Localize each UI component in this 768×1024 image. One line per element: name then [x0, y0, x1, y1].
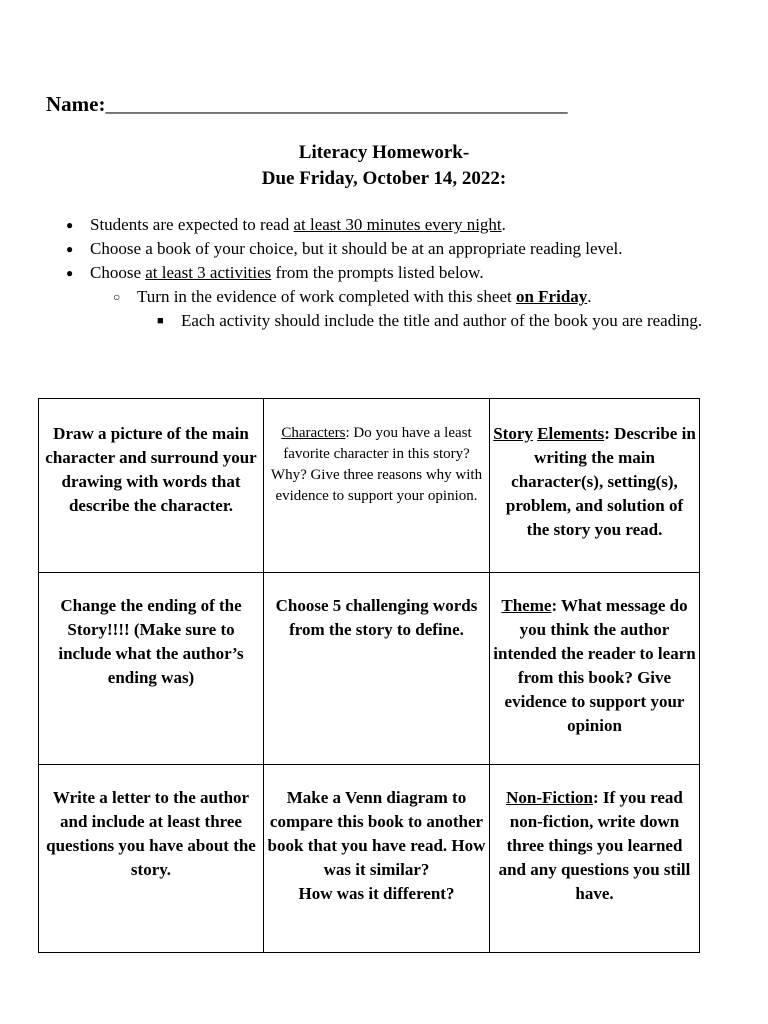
activity-theme: Theme: What message do you think the author intended the reader to learn from this book? Give evidence to support your opinion	[490, 573, 700, 765]
page-title	[0, 140, 768, 192]
square-bullet-icon: ■	[157, 315, 164, 327]
bullet-icon: ●	[66, 242, 74, 256]
instruction-item: ● Students are expected to read at least 30 minutes every night.	[66, 213, 746, 237]
activity-count-emphasis: at least 3 activities	[145, 263, 272, 282]
table-row	[39, 765, 700, 953]
story-heading: Story	[493, 424, 533, 443]
instruction-item: ● Choose a book of your choice, but it should be at an appropriate reading level.	[66, 237, 746, 261]
name-field-label	[46, 92, 567, 117]
title-line-2: Due Friday, October 14, 2022:	[261, 168, 507, 189]
bullet-icon: ●	[66, 218, 74, 232]
reading-time-emphasis: at least 30 minutes every night	[293, 215, 502, 234]
activity-vocabulary: Choose 5 challenging words from the story to define.	[264, 573, 490, 765]
activity-draw-character: Draw a picture of the main character and surround your drawing with words that describe the character.	[39, 399, 264, 573]
non-fiction-heading: Non-Fiction	[506, 788, 593, 807]
characters-heading: Characters	[281, 425, 346, 441]
due-day-emphasis: on Friday	[515, 287, 588, 306]
bullet-icon: ●	[66, 266, 74, 280]
activity-letter-to-author: Write a letter to the author and include at least three questions you have about the story.	[39, 765, 264, 953]
hollow-bullet-icon: ○	[113, 290, 121, 304]
instruction-subitem: ○ Turn in the evidence of work completed with this sheet on Friday.	[66, 285, 746, 309]
instruction-item: ● Choose at least 3 activities from the prompts listed below.	[66, 261, 746, 285]
title-line-1: Literacy Homework-	[298, 142, 470, 163]
instruction-subsubitem: ■ Each activity should include the title and author of the book you are reading.	[66, 309, 746, 333]
activity-venn-diagram: Make a Venn diagram to compare this book to another book that you have read. How was it similar? How was it different?	[264, 765, 490, 953]
elements-heading: Elements	[537, 424, 605, 443]
activity-non-fiction: Non-Fiction: If you read non-fiction, write down three things you learned and any questions you still have.	[490, 765, 700, 953]
table-row	[39, 399, 700, 573]
activity-story-elements: Story Elements: Describe in writing the main character(s), setting(s), problem, and solution of the story you read.	[490, 399, 700, 573]
theme-heading: Theme	[501, 596, 552, 615]
name-label: Name:	[46, 92, 106, 116]
activity-change-ending: Change the ending of the Story!!!! (Make sure to include what the author’s ending was)	[39, 573, 264, 765]
instructions-list	[66, 213, 746, 333]
table-row	[39, 573, 700, 765]
activity-choice-board	[38, 398, 700, 953]
activity-characters: Characters: Do you have a least favorite character in this story? Why? Give three reasons why with evidence to support your opinion.	[264, 399, 490, 573]
name-blank-line[interactable]: ____________________________________________	[105, 92, 568, 116]
